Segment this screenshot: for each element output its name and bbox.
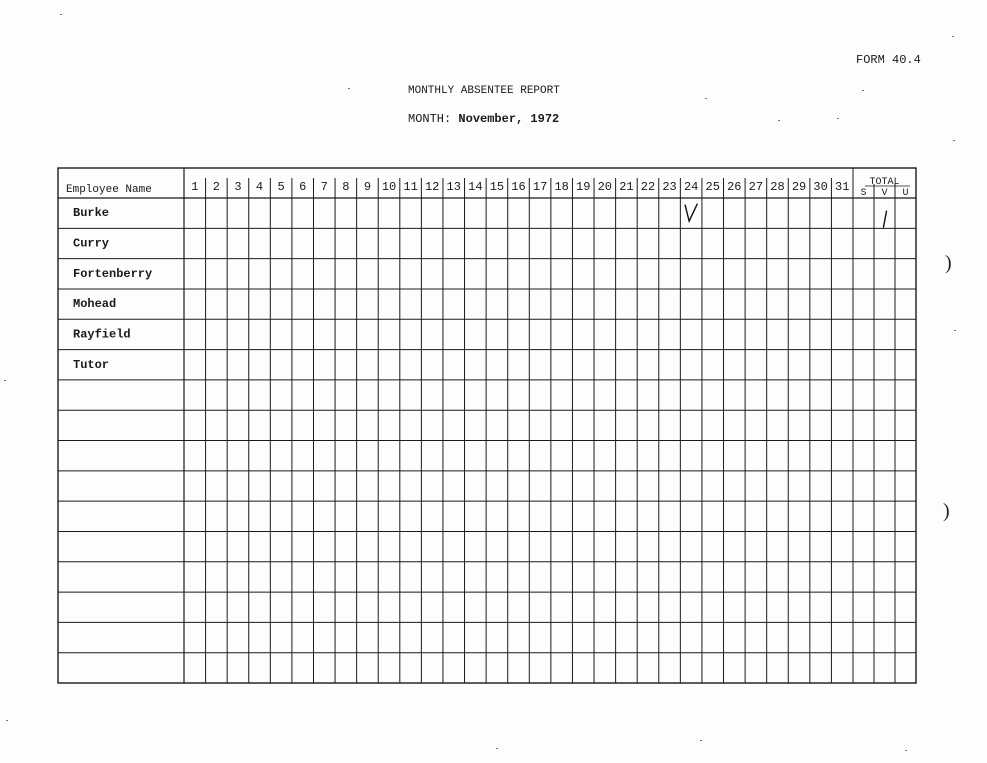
employee-name: Burke [73,206,110,221]
employee-name: Rayfield [73,327,131,342]
margin-mark-2: ) [943,500,950,522]
day-header: 30 [813,180,828,194]
day-header: 6 [299,180,307,194]
day-header: 13 [446,180,461,194]
day-header: 16 [511,180,526,194]
day-header: 11 [403,180,418,194]
employee-name-header: Employee Name [66,184,152,196]
day-header: 3 [234,180,242,194]
day-header: 2 [212,180,220,194]
day-header: 31 [835,180,850,194]
day-header: 12 [424,180,440,194]
employee-name: Curry [73,236,110,251]
day-header: 5 [277,180,285,194]
day-header: 29 [791,180,807,194]
day-header: 23 [662,180,677,194]
day-header: 27 [748,180,764,194]
day-header: 8 [342,180,350,194]
day-header: 28 [770,180,785,194]
employee-name: Fortenberry [73,266,153,281]
day-header: 19 [576,180,591,194]
day-header: 10 [381,180,397,194]
day-header: 22 [640,180,656,194]
day-header: 26 [727,180,742,194]
margin-mark-1: ) [945,252,952,274]
total-header: TOTAL [869,177,900,188]
day-header: 17 [532,180,548,194]
month-label: MONTH: [408,112,452,126]
day-header: 9 [363,180,372,194]
day-header: 1 [191,180,199,194]
total-column-header: V [881,188,888,199]
month-value: November, 1972 [458,112,560,126]
employee-name: Mohead [73,297,117,312]
day-header: 18 [554,180,569,194]
day-header: 21 [619,180,634,194]
day-header: 14 [468,180,483,194]
day-header: 4 [255,180,264,194]
report-title: MONTHLY ABSENTEE REPORT [408,85,560,97]
day-header: 20 [597,180,613,194]
day-header: 7 [320,180,328,194]
tally-mark [884,211,887,227]
day-header: 24 [683,180,699,194]
form-number: FORM 40.4 [856,53,921,67]
employee-name: Tutor [73,357,110,372]
total-column-header: S [860,188,867,199]
day-header: 25 [705,180,720,194]
total-column-header: U [902,188,909,199]
day-header: 15 [489,180,505,194]
check-mark [685,204,697,221]
grid-border [58,168,916,683]
